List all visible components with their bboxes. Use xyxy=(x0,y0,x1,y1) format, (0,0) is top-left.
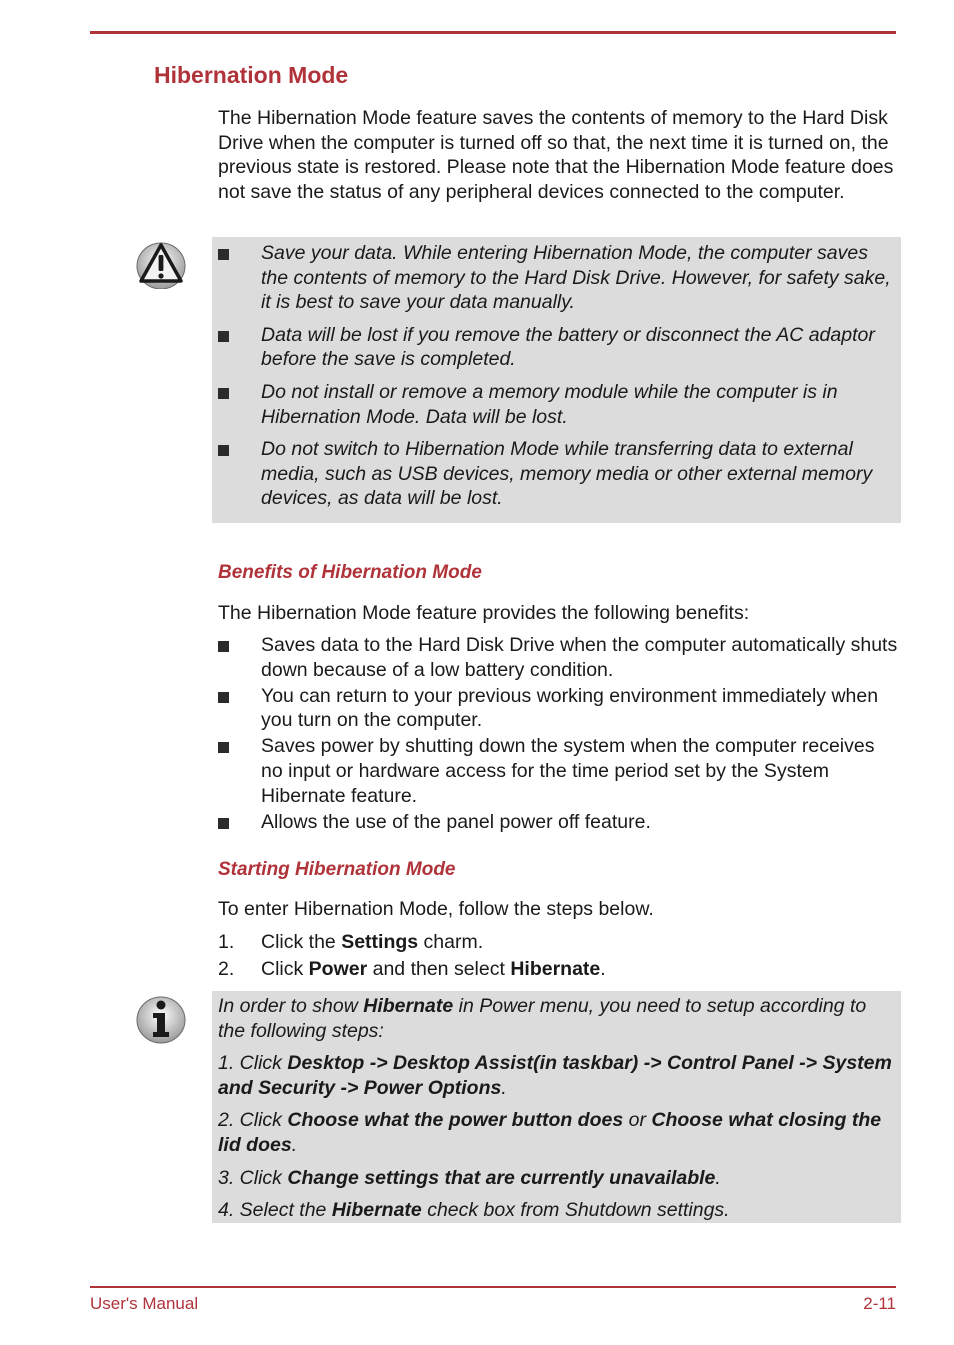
header-rule xyxy=(90,31,896,34)
bullet-icon xyxy=(218,692,229,703)
bullet-icon xyxy=(218,818,229,829)
starting-heading: Starting Hibernation Mode xyxy=(218,859,456,880)
benefits-intro: The Hibernation Mode feature provides the following benefits: xyxy=(218,602,750,624)
step-item: 1. Click the Settings charm. xyxy=(218,931,484,953)
bullet-icon xyxy=(218,331,229,342)
note-text xyxy=(218,994,898,1231)
steps-list xyxy=(218,929,606,983)
note-paragraph: 2. Click Choose what the power button does or Choose what closing the lid does. xyxy=(218,1109,882,1156)
info-icon xyxy=(136,994,186,1044)
list-item: Saves power by shutting down the system when the computer receives no input or hardware access for the time period set by the System Hibernate feature. xyxy=(218,734,898,808)
starting-intro: To enter Hibernation Mode, follow the steps below. xyxy=(218,898,654,920)
footer-page-number: 2-11 xyxy=(863,1294,896,1313)
list-item: Do not switch to Hibernation Mode while transferring data to external media, such as USB devices, memory media or other external memory devices, as data will be lost. xyxy=(218,437,898,511)
footer-manual-title: User's Manual xyxy=(90,1294,199,1313)
bullet-icon xyxy=(218,388,229,399)
bullet-icon xyxy=(218,445,229,456)
footer-rule xyxy=(90,1286,896,1288)
note-paragraph: 4. Select the Hibernate check box from Shutdown settings. xyxy=(218,1199,730,1222)
note-paragraph: In order to show Hibernate in Power menu, you need to setup according to the following steps: xyxy=(218,995,867,1042)
note-paragraph: 1. Click Desktop -> Desktop Assist(in taskbar) -> Control Panel -> System and Security -> Power Options. xyxy=(218,1052,892,1099)
bullet-icon xyxy=(218,742,229,753)
list-item: Data will be lost if you remove the battery or disconnect the AC adaptor before the save is completed. xyxy=(218,323,898,372)
note-paragraph: 3. Click Change settings that are currently unavailable. xyxy=(218,1166,721,1189)
intro-paragraph: The Hibernation Mode feature saves the contents of memory to the Hard Disk Drive when the computer is turned off so that, the next time it is turned on, the previous state is restored. Please note that the Hibernation Mode feature does not save the status of any peripheral devices connected to the computer. xyxy=(218,107,894,203)
list-item: Do not install or remove a memory module while the computer is in Hibernation Mode. Data will be lost. xyxy=(218,380,898,429)
benefits-heading: Benefits of Hibernation Mode xyxy=(218,562,482,583)
warning-list xyxy=(218,241,898,519)
list-item: Saves data to the Hard Disk Drive when the computer automatically shuts down because of a low battery condition. xyxy=(218,633,898,682)
bullet-icon xyxy=(218,249,229,260)
step-item: 2. Click Power and then select Hibernate. xyxy=(218,958,606,980)
list-item: Save your data. While entering Hibernation Mode, the computer saves the contents of memory to the Hard Disk Drive. However, for safety sake, it is best to save your data manually. xyxy=(218,241,898,315)
warning-triangle-icon xyxy=(136,239,186,289)
bullet-icon xyxy=(218,641,229,652)
section-title: Hibernation Mode xyxy=(154,62,349,88)
list-item: Allows the use of the panel power off feature. xyxy=(218,810,898,835)
list-item: You can return to your previous working environment immediately when you turn on the computer. xyxy=(218,684,898,733)
benefits-list xyxy=(218,633,898,836)
